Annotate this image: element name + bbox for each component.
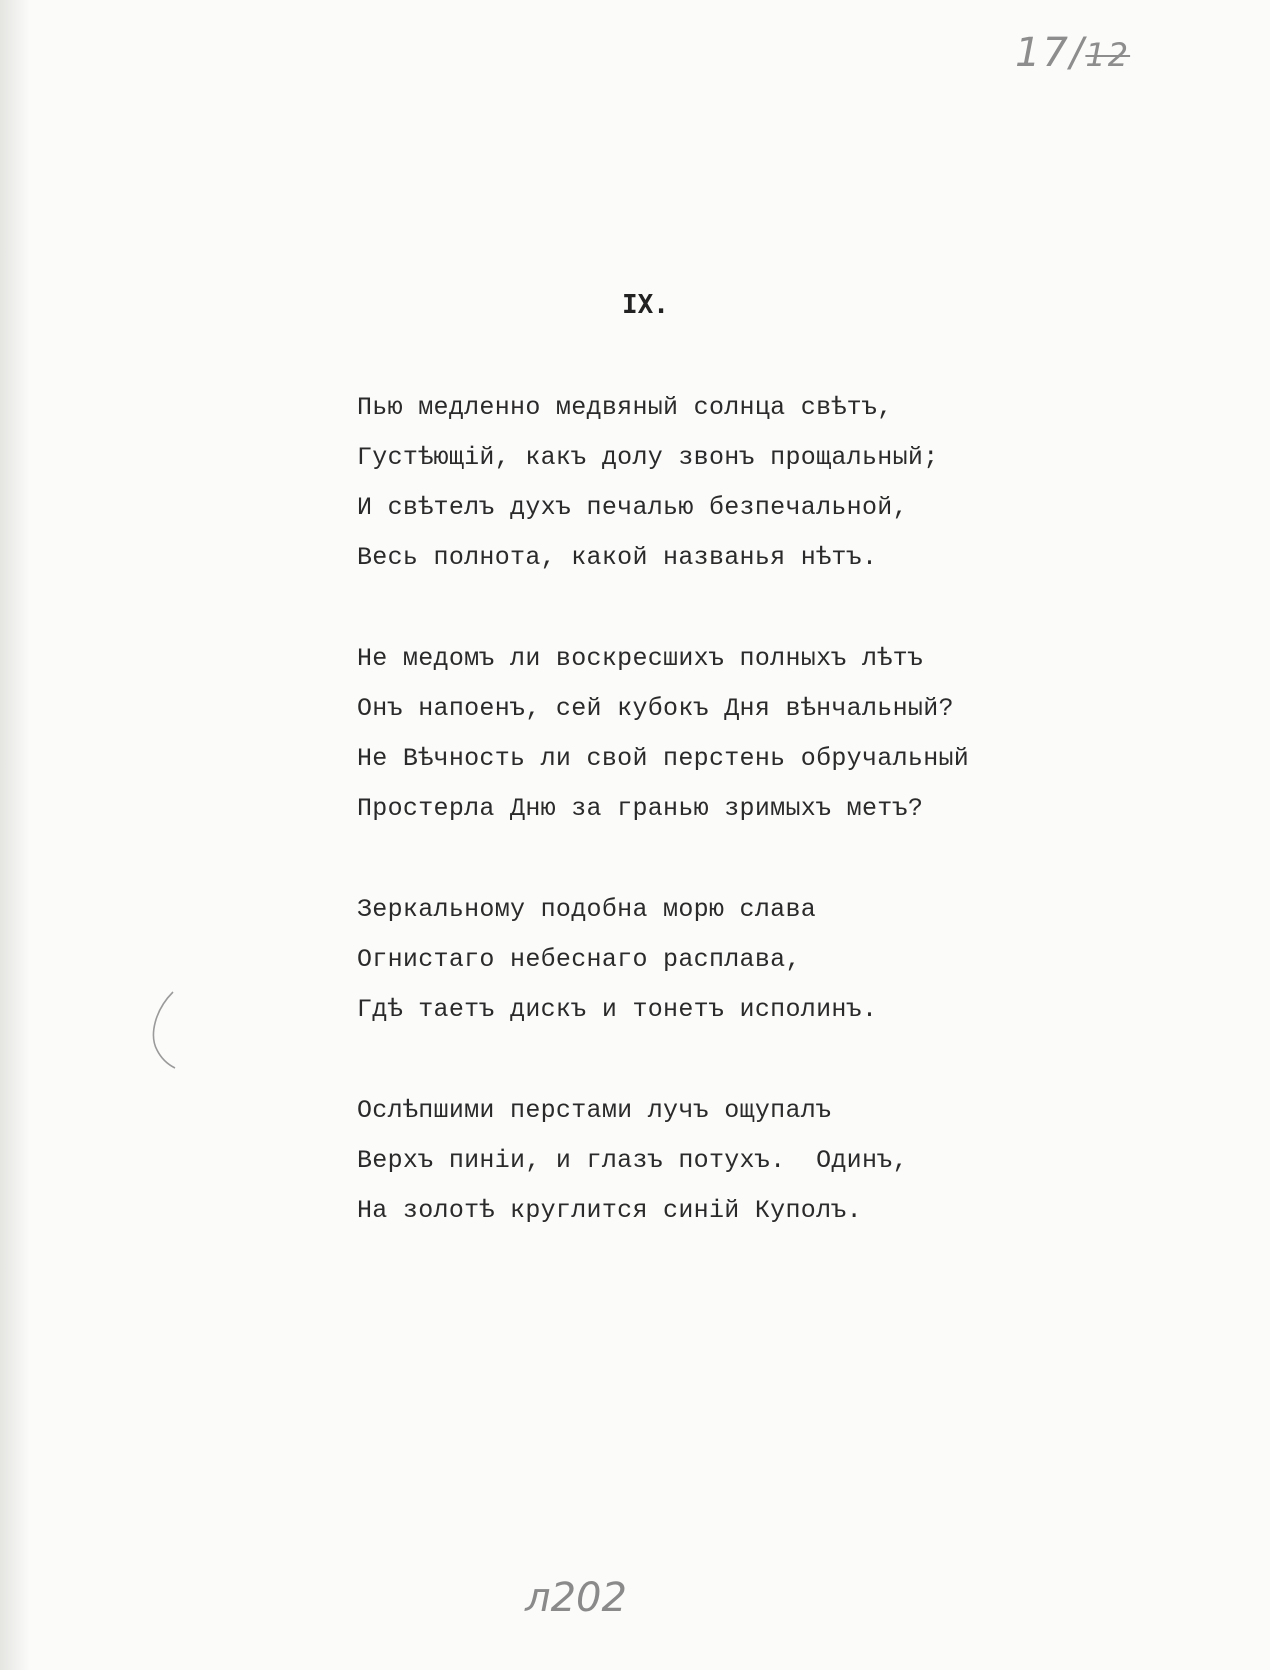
archive-folio-number bbox=[1015, 30, 1130, 76]
poem-line: Гдѣ таетъ дискъ и тонетъ исполинъ. bbox=[357, 995, 878, 1024]
archive-sheet-number: л202 bbox=[525, 1575, 627, 1621]
poem-line: Густѣющій, какъ долу звонъ прощальный; bbox=[357, 443, 939, 472]
pencil-bracket-mark bbox=[145, 990, 185, 1070]
folio-number: 17/ bbox=[1015, 30, 1086, 76]
poem-line: Верхъ пиніи, и глазъ потухъ. Одинъ, bbox=[357, 1146, 908, 1175]
poem-line: Не медомъ ли воскресшихъ полныхъ лѣтъ bbox=[357, 644, 924, 673]
poem-line: Весь полнота, какой названья нѣтъ. bbox=[357, 543, 878, 572]
struck-folio-number: 12 bbox=[1085, 36, 1131, 74]
poem-line: Зеркальному подобна морю слава bbox=[357, 895, 817, 924]
poem-line: Ослѣпшими перстами лучъ ощупалъ bbox=[357, 1096, 832, 1125]
poem-line: Онъ напоенъ, сей кубокъ Дня вѣнчальный? bbox=[357, 694, 954, 723]
stanza-1 bbox=[357, 383, 969, 583]
stanza-4 bbox=[357, 1086, 969, 1236]
poem-line: Огнистаго небеснаго расплава, bbox=[357, 945, 801, 974]
stanza-2 bbox=[357, 634, 969, 834]
poem-line: И свѣтелъ духъ печалью безпечальной, bbox=[357, 493, 908, 522]
poem-line: Пью медленно медвяный солнца свѣтъ, bbox=[357, 393, 893, 422]
poem-section-numeral: IX. bbox=[622, 290, 669, 320]
poem-line: Простерла Дню за гранью зримыхъ метъ? bbox=[357, 794, 924, 823]
poem-line: На золотѣ круглится синій Куполъ. bbox=[357, 1196, 862, 1225]
poem-text bbox=[357, 383, 969, 1236]
stanza-3 bbox=[357, 885, 969, 1035]
poem-line: Не Вѣчность ли свой перстень обручальный bbox=[357, 744, 970, 773]
